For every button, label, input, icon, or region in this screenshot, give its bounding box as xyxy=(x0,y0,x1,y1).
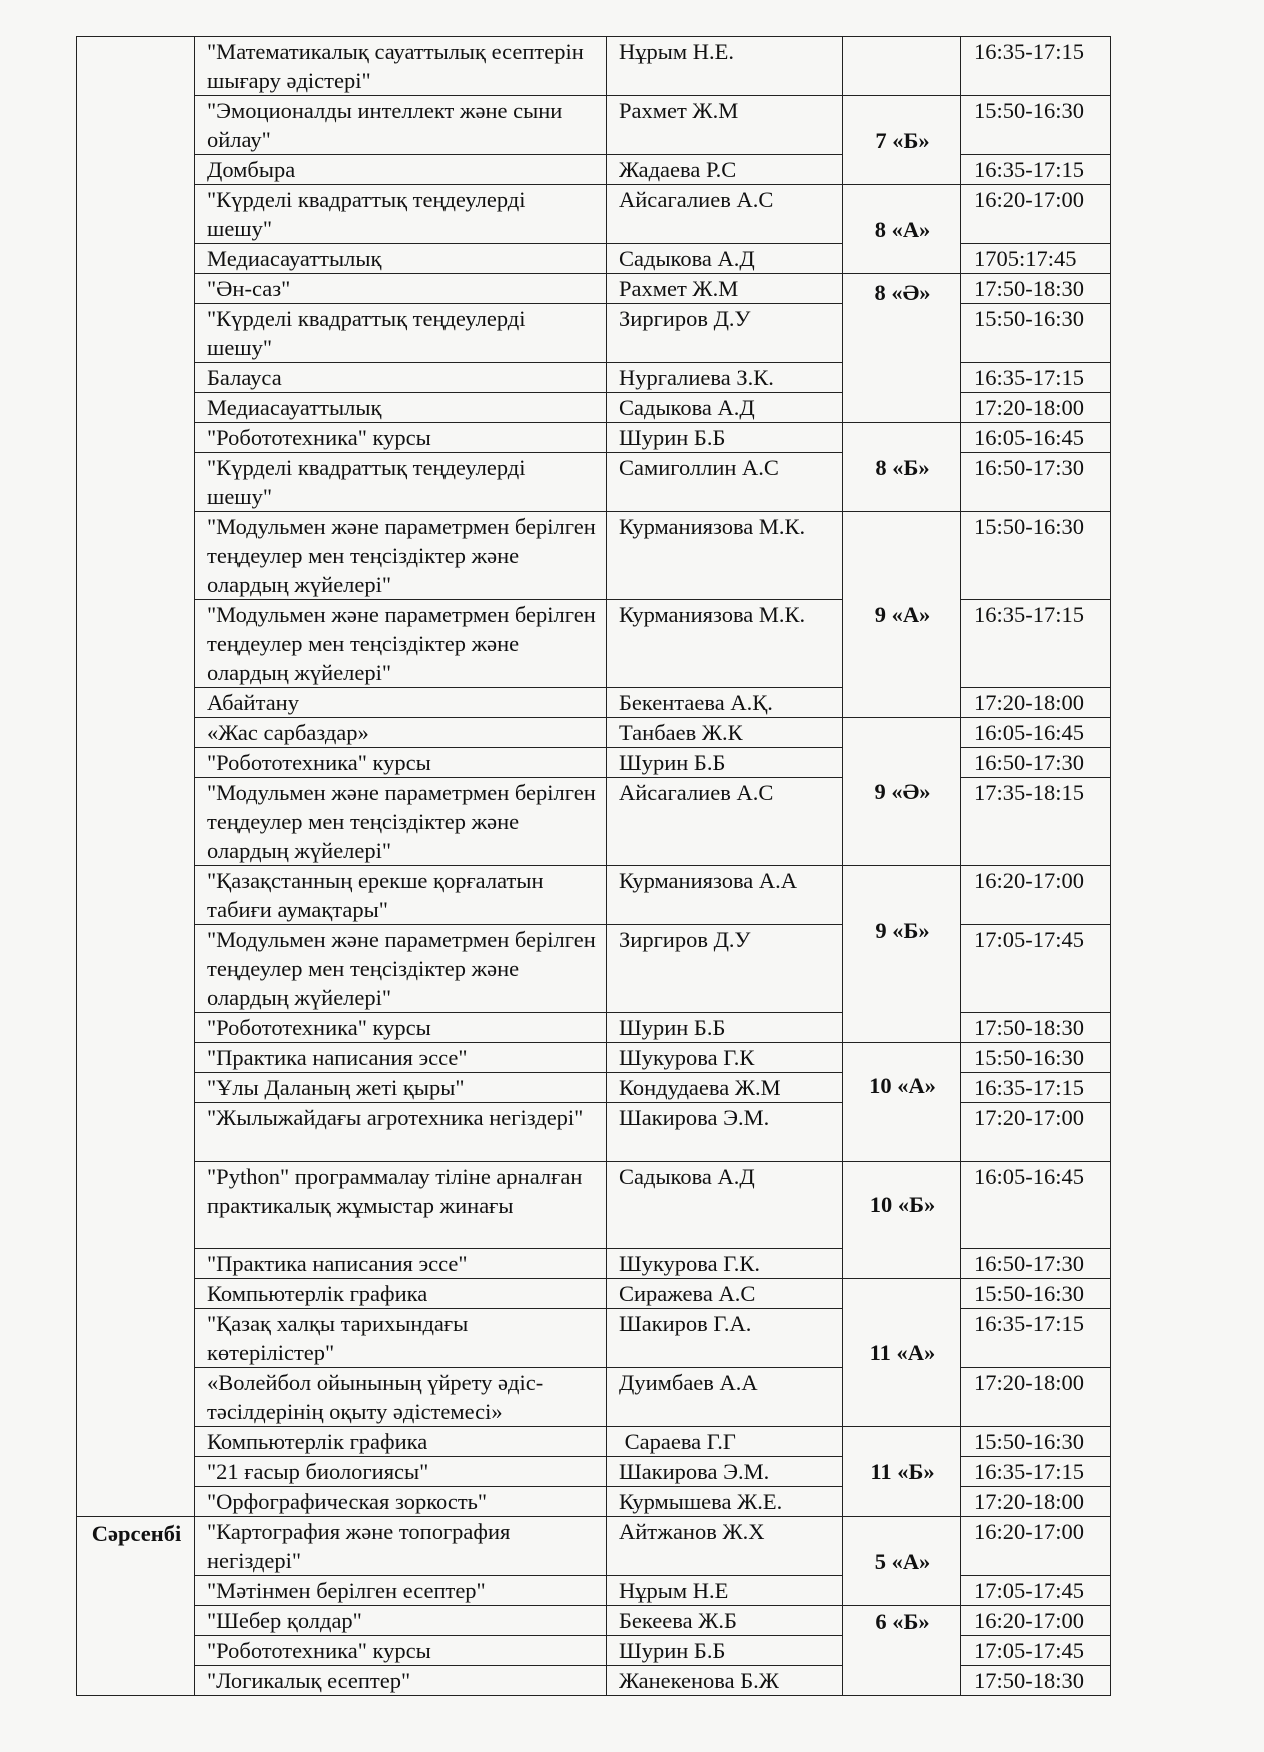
class-cell: 9 «Ә» xyxy=(843,718,961,866)
table-row xyxy=(77,1427,1111,1457)
subject-cell: Балауса xyxy=(195,363,607,393)
subject-cell: "Ән-саз" xyxy=(195,274,607,304)
time-cell: 16:50-17:30 xyxy=(961,453,1111,512)
table-row xyxy=(77,185,1111,244)
table-row xyxy=(77,1279,1111,1309)
subject-cell: "Шебер қолдар" xyxy=(195,1606,607,1636)
subject-cell: "Эмоционалды интеллект және сыни ойлау" xyxy=(195,96,607,155)
subject-cell: "Күрделі квадраттық теңдеулерді шешу" xyxy=(195,453,607,512)
time-cell: 17:05-17:45 xyxy=(961,1576,1111,1606)
time-cell: 16:50-17:30 xyxy=(961,1249,1111,1279)
time-cell: 17:35-18:15 xyxy=(961,778,1111,866)
teacher-cell: Айсагалиев А.С xyxy=(607,185,843,244)
subject-cell: "Практика написания эссе" xyxy=(195,1043,607,1073)
time-cell: 16:35-17:15 xyxy=(961,1073,1111,1103)
time-cell: 1705:17:45 xyxy=(961,244,1111,274)
teacher-cell: Шурин Б.Б xyxy=(607,748,843,778)
subject-cell: «Волейбол ойынының үйрету әдіс-тәсілдерінің оқыту әдістемесі» xyxy=(195,1368,607,1427)
subject-cell: "Python" программалау тіліне арналған практикалық жұмыстар жинағы xyxy=(195,1162,607,1249)
class-cell: 8 «Ә» xyxy=(843,274,961,423)
time-cell: 16:20-17:00 xyxy=(961,185,1111,244)
class-cell: 8 «А» xyxy=(843,185,961,274)
class-cell: 5 «А» xyxy=(843,1517,961,1606)
subject-cell: Абайтану xyxy=(195,688,607,718)
teacher-cell: Курмышева Ж.Е. xyxy=(607,1487,843,1517)
teacher-cell: Кондудаева Ж.М xyxy=(607,1073,843,1103)
table-row xyxy=(77,96,1111,155)
time-cell: 15:50-16:30 xyxy=(961,96,1111,155)
subject-cell: "Орфографическая зоркость" xyxy=(195,1487,607,1517)
subject-cell: "Модульмен және параметрмен берілген теңдеулер мен теңсіздіктер және олардың жүйелері" xyxy=(195,600,607,688)
teacher-cell: Нұрым Н.Е xyxy=(607,1576,843,1606)
time-cell: 17:20-18:00 xyxy=(961,1487,1111,1517)
table-row xyxy=(77,1043,1111,1073)
table-row xyxy=(77,1162,1111,1249)
teacher-cell: Шурин Б.Б xyxy=(607,423,843,453)
subject-cell: Медиасауаттылық xyxy=(195,244,607,274)
class-cell xyxy=(843,37,961,96)
table-row xyxy=(77,1517,1111,1576)
time-cell: 17:20-18:00 xyxy=(961,688,1111,718)
time-cell: 16:50-17:30 xyxy=(961,748,1111,778)
subject-cell: Домбыра xyxy=(195,155,607,185)
day-label: Сәрсенбі xyxy=(77,1517,195,1696)
class-cell: 9 «А» xyxy=(843,512,961,718)
time-cell: 17:50-18:30 xyxy=(961,1666,1111,1696)
subject-cell: "Ұлы Даланың жеті қыры" xyxy=(195,1073,607,1103)
teacher-cell: Шурин Б.Б xyxy=(607,1013,843,1043)
time-cell: 16:20-17:00 xyxy=(961,1517,1111,1576)
subject-cell: "Модульмен және параметрмен берілген теңдеулер мен теңсіздіктер және олардың жүйелері" xyxy=(195,778,607,866)
time-cell: 17:05-17:45 xyxy=(961,925,1111,1013)
class-cell: 10 «Б» xyxy=(843,1162,961,1279)
subject-cell: "Робототехника" курсы xyxy=(195,423,607,453)
subject-cell: "Күрделі квадраттық теңдеулерді шешу" xyxy=(195,185,607,244)
teacher-cell: Танбаев Ж.К xyxy=(607,718,843,748)
teacher-cell: Айтжанов Ж.Х xyxy=(607,1517,843,1576)
day-cell xyxy=(77,37,195,1517)
schedule-table xyxy=(76,36,1111,1696)
subject-cell: "Робототехника" курсы xyxy=(195,1636,607,1666)
teacher-cell: Жанекенова Б.Ж xyxy=(607,1666,843,1696)
subject-cell: Медиасауаттылық xyxy=(195,393,607,423)
teacher-cell: Шакиров Г.А. xyxy=(607,1309,843,1368)
teacher-cell: Шакирова Э.М. xyxy=(607,1457,843,1487)
table-row xyxy=(77,423,1111,453)
teacher-cell: Зиргиров Д.У xyxy=(607,925,843,1013)
subject-cell: "Модульмен және параметрмен берілген теңдеулер мен теңсіздіктер және олардың жүйелері" xyxy=(195,512,607,600)
time-cell: 17:50-18:30 xyxy=(961,274,1111,304)
subject-cell: "Қазақстанның ерекше қорғалатын табиғи аумақтары" xyxy=(195,866,607,925)
time-cell: 16:05-16:45 xyxy=(961,423,1111,453)
time-cell: 17:50-18:30 xyxy=(961,1013,1111,1043)
subject-cell: "Жылыжайдағы агротехника негіздері" xyxy=(195,1103,607,1162)
class-cell: 9 «Б» xyxy=(843,866,961,1043)
teacher-cell: Нургалиева З.К. xyxy=(607,363,843,393)
teacher-cell: Сиражева А.С xyxy=(607,1279,843,1309)
subject-cell: "Күрделі квадраттық теңдеулерді шешу" xyxy=(195,304,607,363)
table-row xyxy=(77,37,1111,96)
teacher-cell: Сараева Г.Г xyxy=(607,1427,843,1457)
time-cell: 16:35-17:15 xyxy=(961,37,1111,96)
table-row xyxy=(77,512,1111,600)
time-cell: 15:50-16:30 xyxy=(961,1043,1111,1073)
time-cell: 16:35-17:15 xyxy=(961,600,1111,688)
class-cell: 8 «Б» xyxy=(843,423,961,512)
subject-cell: "Робототехника" курсы xyxy=(195,1013,607,1043)
time-cell: 16:35-17:15 xyxy=(961,1457,1111,1487)
time-cell: 16:35-17:15 xyxy=(961,1309,1111,1368)
teacher-cell: Бекентаева А.Қ. xyxy=(607,688,843,718)
time-cell: 17:20-18:00 xyxy=(961,1368,1111,1427)
teacher-cell: Рахмет Ж.М xyxy=(607,96,843,155)
table-row xyxy=(77,1606,1111,1636)
subject-cell: "Қазақ халқы тарихындағы көтерілістер" xyxy=(195,1309,607,1368)
time-cell: 15:50-16:30 xyxy=(961,1279,1111,1309)
time-cell: 15:50-16:30 xyxy=(961,1427,1111,1457)
time-cell: 17:20-17:00 xyxy=(961,1103,1111,1162)
teacher-cell: Садыкова А.Д xyxy=(607,244,843,274)
teacher-cell: Бекеева Ж.Б xyxy=(607,1606,843,1636)
subject-cell: «Жас сарбаздар» xyxy=(195,718,607,748)
table-row xyxy=(77,274,1111,304)
teacher-cell: Шукурова Г.К xyxy=(607,1043,843,1073)
teacher-cell: Шакирова Э.М. xyxy=(607,1103,843,1162)
teacher-cell: Шурин Б.Б xyxy=(607,1636,843,1666)
time-cell: 16:05-16:45 xyxy=(961,1162,1111,1249)
subject-cell: "Робототехника" курсы xyxy=(195,748,607,778)
subject-cell: Компьютерлік графика xyxy=(195,1279,607,1309)
time-cell: 16:35-17:15 xyxy=(961,363,1111,393)
teacher-cell: Курманиязова М.К. xyxy=(607,600,843,688)
teacher-cell: Зиргиров Д.У xyxy=(607,304,843,363)
teacher-cell: Рахмет Ж.М xyxy=(607,274,843,304)
time-cell: 16:20-17:00 xyxy=(961,866,1111,925)
time-cell: 16:35-17:15 xyxy=(961,155,1111,185)
subject-cell: "Модульмен және параметрмен берілген теңдеулер мен теңсіздіктер және олардың жүйелері" xyxy=(195,925,607,1013)
table-row xyxy=(77,866,1111,925)
teacher-cell: Жадаева Р.С xyxy=(607,155,843,185)
time-cell: 17:05-17:45 xyxy=(961,1636,1111,1666)
subject-cell: "Картография және топография негіздері" xyxy=(195,1517,607,1576)
subject-cell: Компьютерлік графика xyxy=(195,1427,607,1457)
teacher-cell: Садыкова А.Д xyxy=(607,393,843,423)
time-cell: 16:05-16:45 xyxy=(961,718,1111,748)
subject-cell: "Практика написания эссе" xyxy=(195,1249,607,1279)
class-cell: 7 «Б» xyxy=(843,96,961,185)
subject-cell: "Математикалық сауаттылық есептерін шығару әдістері" xyxy=(195,37,607,96)
teacher-cell: Курманиязова М.К. xyxy=(607,512,843,600)
time-cell: 15:50-16:30 xyxy=(961,304,1111,363)
class-cell: 11 «Б» xyxy=(843,1427,961,1517)
teacher-cell: Курманиязова А.А xyxy=(607,866,843,925)
subject-cell: "Логикалық есептер" xyxy=(195,1666,607,1696)
table-row xyxy=(77,718,1111,748)
class-cell: 10 «А» xyxy=(843,1043,961,1162)
teacher-cell: Самиголлин А.С xyxy=(607,453,843,512)
teacher-cell: Айсагалиев А.С xyxy=(607,778,843,866)
teacher-cell: Садыкова А.Д xyxy=(607,1162,843,1249)
subject-cell: "Мәтінмен берілген есептер" xyxy=(195,1576,607,1606)
time-cell: 16:20-17:00 xyxy=(961,1606,1111,1636)
time-cell: 17:20-18:00 xyxy=(961,393,1111,423)
teacher-cell: Шукурова Г.К. xyxy=(607,1249,843,1279)
time-cell: 15:50-16:30 xyxy=(961,512,1111,600)
class-cell: 11 «А» xyxy=(843,1279,961,1427)
teacher-cell: Дуимбаев А.А xyxy=(607,1368,843,1427)
subject-cell: "21 ғасыр биологиясы" xyxy=(195,1457,607,1487)
teacher-cell: Нұрым Н.Е. xyxy=(607,37,843,96)
class-cell: 6 «Б» xyxy=(843,1606,961,1696)
